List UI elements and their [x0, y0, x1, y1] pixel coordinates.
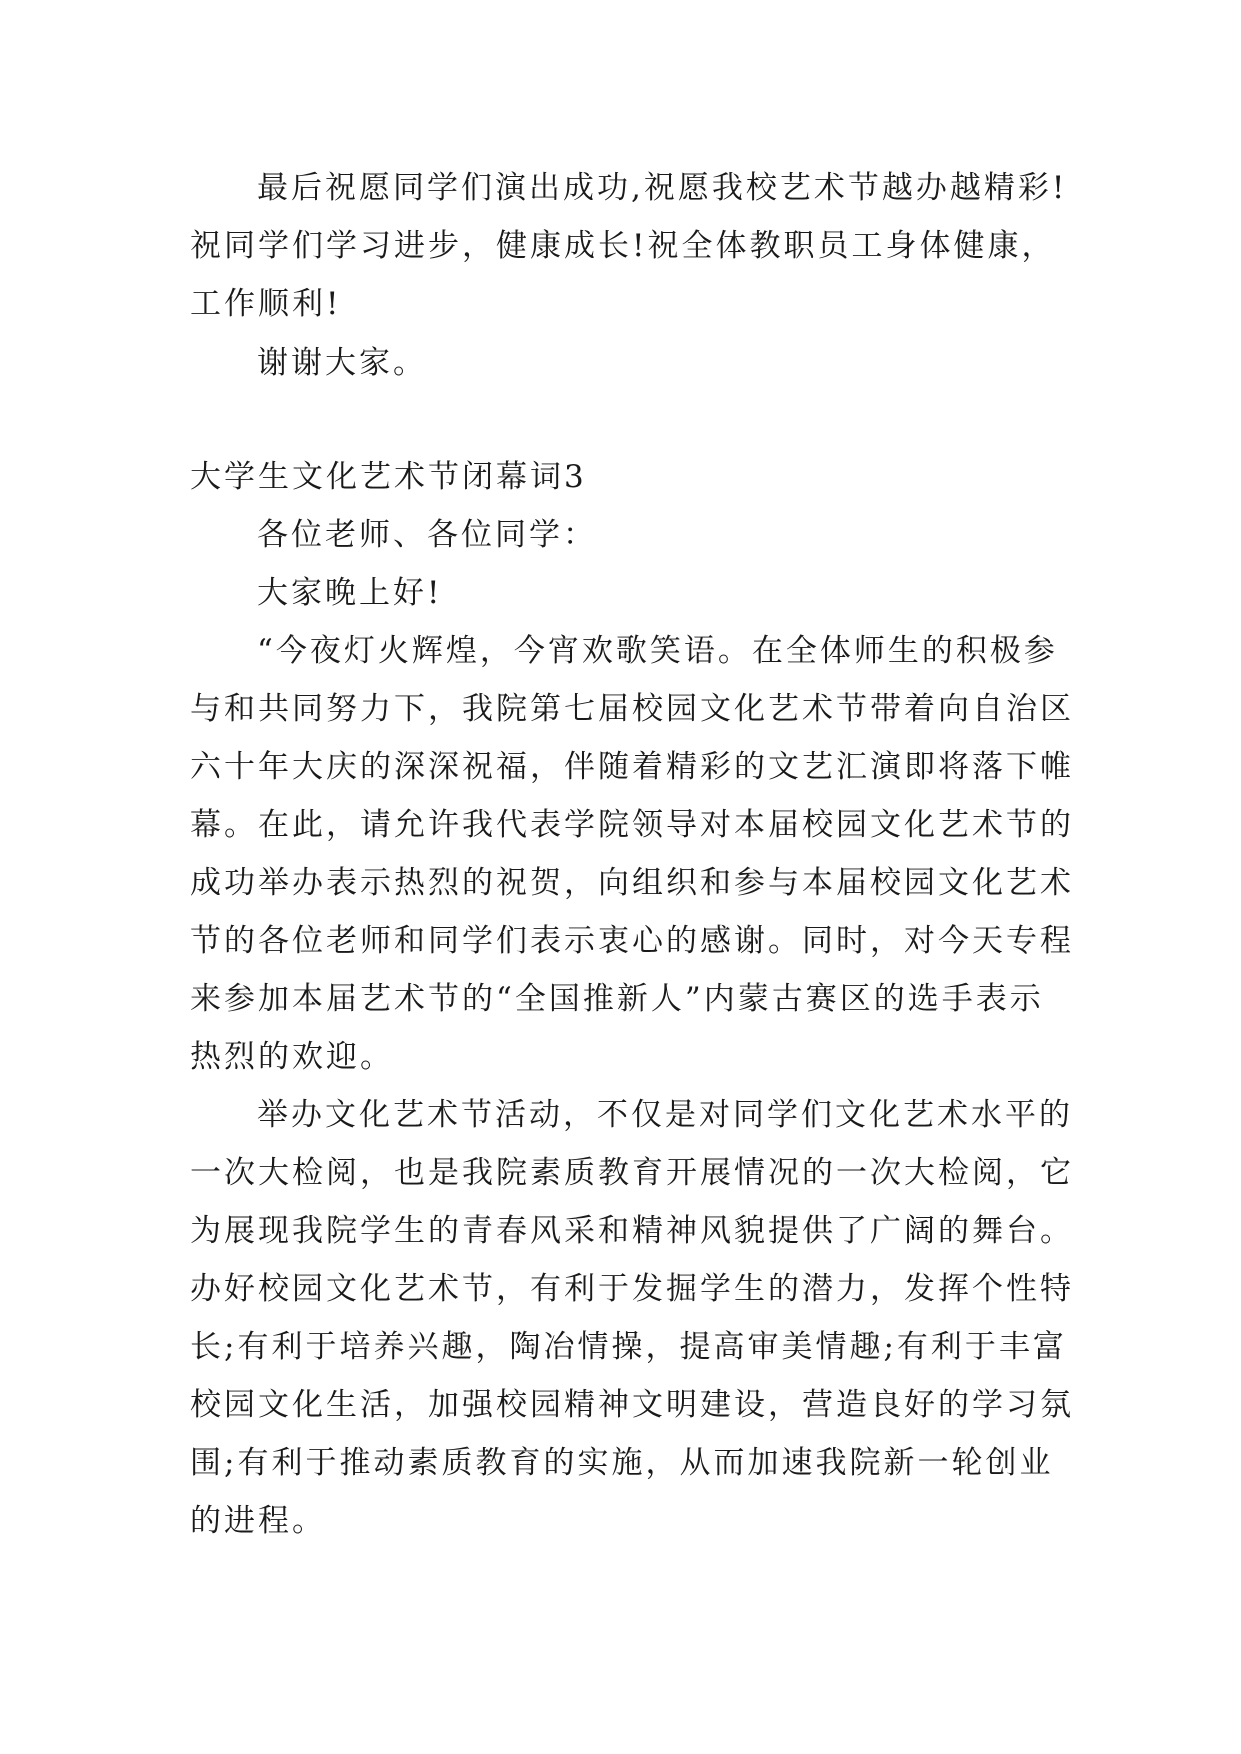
paragraph-2-line: 长;有利于培养兴趣，陶冶情操，提高审美情趣;有利于丰富	[190, 1329, 1067, 1365]
paragraph-2-line: 的进程。	[190, 1503, 326, 1539]
salutation: 各位老师、各位同学：	[257, 517, 597, 553]
paragraph-1-line: 六十年大庆的深深祝福，伴随着精彩的文艺汇演即将落下帷	[190, 749, 1074, 785]
paragraph-1-line: 热烈的欢迎。	[190, 1039, 394, 1075]
paragraph-1-line: 幕。在此，请允许我代表学院领导对本届校园文化艺术节的	[190, 807, 1074, 843]
paragraph-2-line: 一次大检阅，也是我院素质教育开展情况的一次大检阅，它	[190, 1155, 1074, 1191]
paragraph-1-line: 成功举办表示热烈的祝贺，向组织和参与本届校园文化艺术	[190, 865, 1074, 901]
closing-line-2: 祝同学们学习进步，健康成长!祝全体教职员工身体健康，	[190, 228, 1056, 264]
paragraph-2-line: 校园文化生活，加强校园精神文明建设，营造良好的学习氛	[190, 1387, 1074, 1423]
paragraph-2-line: 为展现我院学生的青春风采和精神风貌提供了广阔的舞台。	[190, 1213, 1074, 1249]
section-title: 大学生文化艺术节闭幕词3	[190, 459, 587, 495]
thanks-line: 谢谢大家。	[257, 345, 427, 381]
paragraph-1-line: “今夜灯火辉煌，今宵欢歌笑语。在全体师生的积极参	[257, 633, 1058, 669]
paragraph-2-line: 围;有利于推动素质教育的实施，从而加速我院新一轮创业	[190, 1445, 1054, 1481]
closing-line-1: 最后祝愿同学们演出成功,祝愿我校艺术节越办越精彩!	[257, 170, 1068, 206]
closing-line-3: 工作顺利!	[190, 286, 342, 322]
paragraph-1-line: 节的各位老师和同学们表示衷心的感谢。同时，对今天专程	[190, 923, 1074, 959]
paragraph-1-line: 与和共同努力下，我院第七届校园文化艺术节带着向自治区	[190, 691, 1074, 727]
paragraph-2-line: 办好校园文化艺术节，有利于发掘学生的潜力，发挥个性特	[190, 1271, 1074, 1307]
paragraph-1-line: 来参加本届艺术节的“全国推新人”内蒙古赛区的选手表示	[190, 981, 1044, 1017]
greeting: 大家晚上好!	[257, 575, 443, 611]
paragraph-2-line: 举办文化艺术节活动，不仅是对同学们文化艺术水平的	[257, 1097, 1073, 1133]
